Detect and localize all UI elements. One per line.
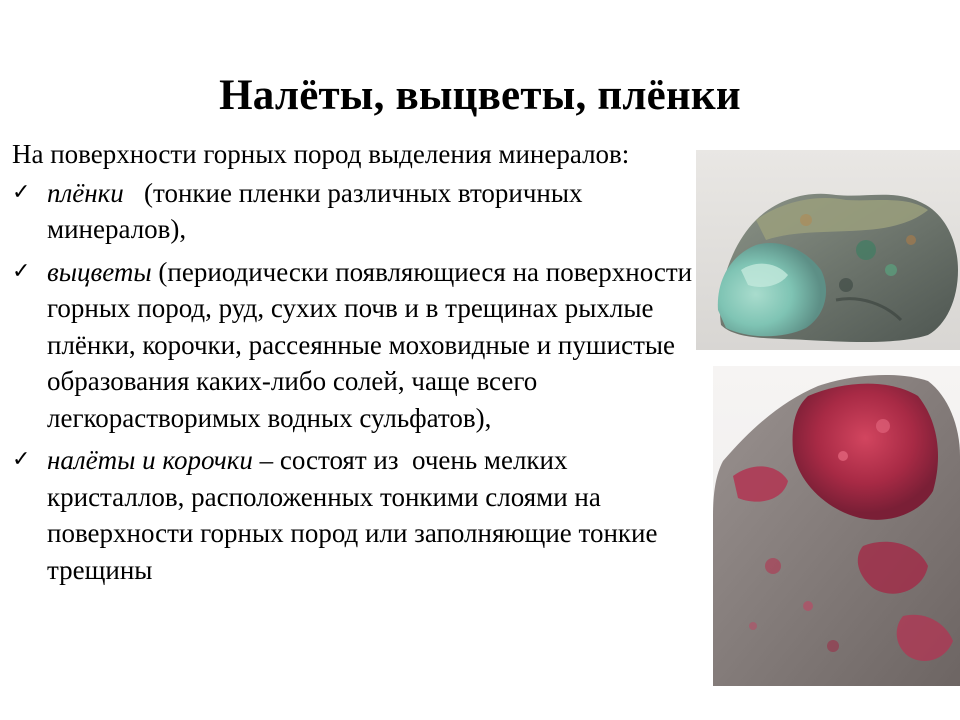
bullet-term: плёнки bbox=[47, 177, 124, 208]
bullet-text: (периодически появляющиеся на поверхности горных пород, руд, сухих почв и в трещинах рыхлые плёнки, корочки, рассеянные моховидные и пушистые образования каких-либо солей, чаще всего легкорастворимых водных сульфатов), bbox=[47, 256, 693, 433]
bullet-term: налёты и корочки bbox=[47, 445, 253, 475]
bullet-item-films bbox=[12, 175, 702, 248]
slide-title: Налёты, выцветы, плёнки bbox=[219, 72, 741, 119]
bullet-text: – состоят из очень мелких кристаллов, расположенных тонкими слоями на поверхности горных пород или заполняющие тонкие трещины bbox=[47, 445, 665, 585]
bullet-item-efflorescence bbox=[12, 254, 702, 437]
checkmark-icon: ✓ bbox=[12, 179, 31, 205]
checkmark-icon: ✓ bbox=[12, 447, 31, 472]
red-mineral-crust-photo bbox=[713, 366, 960, 686]
bullet-term: выцветы bbox=[47, 256, 152, 287]
red-mineral-crust-illustration bbox=[713, 366, 960, 686]
bullet-text: (тонкие пленки различных вторичных минералов), bbox=[47, 177, 590, 244]
checkmark-icon: ✓ bbox=[12, 258, 31, 284]
green-mineral-crust-illustration bbox=[696, 150, 960, 350]
slide-body bbox=[12, 136, 702, 594]
green-mineral-crust-photo bbox=[696, 150, 960, 350]
bullet-item-coatings bbox=[12, 442, 702, 588]
intro-text: На поверхности горных пород выделения минералов: bbox=[12, 139, 630, 169]
bullet-list bbox=[12, 175, 702, 589]
